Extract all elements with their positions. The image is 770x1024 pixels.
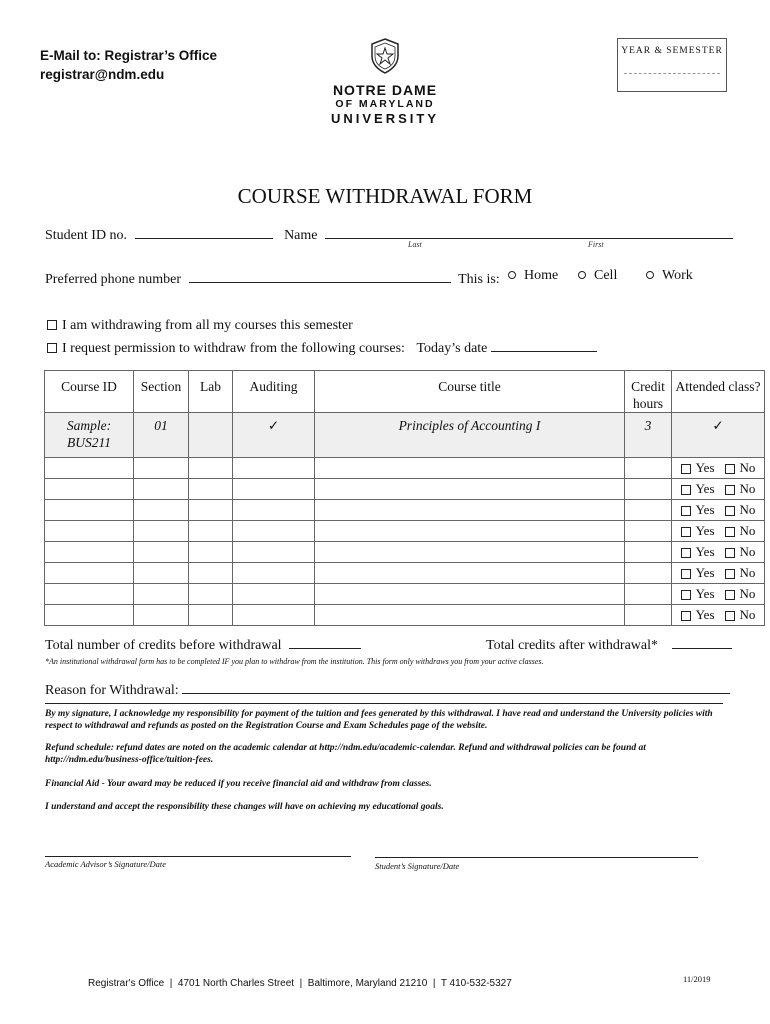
university-logo: [330, 38, 440, 127]
attended-yes-option[interactable]: [681, 460, 715, 476]
understand-statement: I understand and accept the responsibility these changes will have on achieving my educational goals.: [45, 802, 444, 812]
phone-field[interactable]: [189, 268, 451, 283]
phone-type-label: This is:: [458, 272, 500, 287]
attended-yes-option[interactable]: [681, 502, 715, 518]
lab-cell[interactable]: [189, 500, 233, 521]
attended-cell: [672, 542, 765, 563]
sample-credit-hours: 3: [625, 413, 672, 458]
attended-yes-option[interactable]: [681, 523, 715, 539]
attended-yes-label: Yes: [695, 544, 715, 559]
attended-no-label: No: [739, 481, 756, 496]
header-lab: Lab: [189, 371, 233, 413]
attended-no-option[interactable]: [725, 481, 756, 497]
course-entry-row: [45, 563, 765, 584]
section-cell[interactable]: [134, 521, 189, 542]
credits-before-row: [45, 634, 361, 654]
attended-no-checkbox[interactable]: [725, 590, 735, 600]
year-semester-box[interactable]: [617, 38, 727, 92]
course-entry-row: [45, 479, 765, 500]
header-section: Section: [134, 371, 189, 413]
course-title-cell[interactable]: [315, 584, 625, 605]
header-credit-hours: Credit hours: [625, 371, 672, 413]
header-course-title: Course title: [315, 371, 625, 413]
course-entry-row: [45, 605, 765, 626]
cell-label: Cell: [594, 268, 618, 283]
attended-yes-label: Yes: [695, 586, 715, 601]
auditing-cell[interactable]: [233, 500, 315, 521]
cell-radio[interactable]: [578, 271, 586, 279]
withdraw-all-option[interactable]: [47, 318, 353, 334]
lab-cell[interactable]: [189, 563, 233, 584]
email-address: registrar@ndm.edu: [40, 67, 165, 82]
attended-yes-checkbox[interactable]: [681, 485, 691, 495]
withdrawal-note: *An institutional withdrawal form has to be completed IF you plan to withdraw from the institution. This form only withdraws you from your active classes.: [45, 657, 544, 666]
phone-row: [45, 268, 500, 288]
student-signature-label: Student’s Signature/Date: [375, 861, 460, 871]
attended-yes-checkbox[interactable]: [681, 464, 691, 474]
attended-no-checkbox[interactable]: [725, 548, 735, 558]
section-cell[interactable]: [134, 563, 189, 584]
phone-option-cell[interactable]: [578, 268, 617, 284]
reason-field[interactable]: [182, 679, 730, 694]
advisor-signature-label: Academic Advisor’s Signature/Date: [45, 859, 167, 869]
home-label: Home: [524, 268, 559, 283]
first-name-sublabel: First: [588, 240, 604, 249]
attended-yes-label: Yes: [695, 523, 715, 538]
attended-yes-option[interactable]: [681, 586, 715, 602]
sample-course-id: Sample: BUS211: [45, 413, 134, 458]
credit-hours-cell[interactable]: [625, 563, 672, 584]
sample-row: [45, 413, 765, 458]
work-radio[interactable]: [646, 271, 654, 279]
course-id-cell[interactable]: [45, 479, 134, 500]
attended-no-option[interactable]: [725, 523, 756, 539]
auditing-cell[interactable]: [233, 542, 315, 563]
work-label: Work: [662, 268, 693, 283]
attended-yes-checkbox[interactable]: [681, 527, 691, 537]
attended-yes-checkbox[interactable]: [681, 590, 691, 600]
form-title: COURSE WITHDRAWAL FORM: [237, 184, 533, 208]
course-title-cell[interactable]: [315, 521, 625, 542]
course-id-cell[interactable]: [45, 605, 134, 626]
phone-option-work[interactable]: [646, 268, 693, 284]
attended-cell: [672, 605, 765, 626]
header-auditing: Auditing: [233, 371, 315, 413]
footer-address: Registrar's Office | 4701 North Charles Street | Baltimore, Maryland 21210 | T 410-532-5327: [88, 978, 512, 989]
course-entry-row: [45, 458, 765, 479]
attended-no-label: No: [739, 544, 756, 559]
credit-hours-cell[interactable]: [625, 542, 672, 563]
attended-no-checkbox[interactable]: [725, 569, 735, 579]
attended-yes-checkbox[interactable]: [681, 611, 691, 621]
credit-hours-cell[interactable]: [625, 584, 672, 605]
attended-no-checkbox[interactable]: [725, 527, 735, 537]
course-title-cell[interactable]: [315, 500, 625, 521]
reason-line-2[interactable]: [45, 703, 723, 704]
lab-cell[interactable]: [189, 605, 233, 626]
lab-cell[interactable]: [189, 458, 233, 479]
attended-yes-option[interactable]: [681, 481, 715, 497]
lab-cell[interactable]: [189, 479, 233, 500]
course-id-cell[interactable]: [45, 458, 134, 479]
attended-no-label: No: [739, 607, 756, 622]
last-name-sublabel: Last: [408, 240, 422, 249]
advisor-signature-line[interactable]: [45, 856, 351, 857]
footer-date: 11/2019: [683, 974, 711, 984]
attended-no-label: No: [739, 565, 756, 580]
email-block: [40, 46, 217, 84]
sample-section: 01: [134, 413, 189, 458]
attended-yes-option[interactable]: [681, 565, 715, 581]
sample-attended-check: ✓: [672, 413, 765, 458]
attended-yes-label: Yes: [695, 502, 715, 517]
course-entry-row: [45, 584, 765, 605]
reason-row: [45, 679, 730, 699]
attended-no-checkbox[interactable]: [725, 611, 735, 621]
course-entry-row: [45, 521, 765, 542]
attended-no-option[interactable]: [725, 544, 756, 560]
credit-hours-cell[interactable]: [625, 605, 672, 626]
credit-hours-cell[interactable]: [625, 479, 672, 500]
section-cell[interactable]: [134, 500, 189, 521]
course-entry-row: [45, 500, 765, 521]
financial-aid-statement: Financial Aid - Your award may be reduced if you receive financial aid and withdraw from classes.: [45, 779, 432, 789]
withdraw-all-label: I am withdrawing from all my courses this semester: [62, 318, 353, 333]
attended-yes-checkbox[interactable]: [681, 548, 691, 558]
credit-hours-cell[interactable]: [625, 521, 672, 542]
student-id-field[interactable]: [135, 224, 273, 239]
credits-before-label: Total number of credits before withdrawal: [45, 638, 282, 653]
attended-yes-checkbox[interactable]: [681, 506, 691, 516]
course-id-cell[interactable]: [45, 500, 134, 521]
course-id-cell[interactable]: [45, 584, 134, 605]
credits-after-field[interactable]: [672, 634, 732, 649]
attended-cell: [672, 521, 765, 542]
credits-after-row: [486, 634, 732, 654]
home-radio[interactable]: [508, 271, 516, 279]
todays-date-field[interactable]: [491, 337, 597, 352]
auditing-cell[interactable]: [233, 479, 315, 500]
attended-no-label: No: [739, 523, 756, 538]
name-field[interactable]: [325, 224, 733, 239]
course-table: [44, 370, 765, 626]
email-to-label: E-Mail to: Registrar’s Office: [40, 48, 218, 63]
credit-hours-cell[interactable]: [625, 500, 672, 521]
attended-yes-label: Yes: [695, 565, 715, 580]
attended-yes-label: Yes: [695, 481, 715, 496]
attended-cell: [672, 584, 765, 605]
course-title-cell[interactable]: [315, 605, 625, 626]
student-id-row: [45, 224, 733, 244]
refund-statement: Refund schedule: refund dates are noted on the academic calendar at http://ndm.edu/academic-calendar. Refund and withdrawal policies can be found at http://ndm.edu/business-office/tuition-fees.: [45, 743, 646, 765]
header-course-id: Course ID: [45, 371, 134, 413]
withdraw-all-checkbox[interactable]: [47, 320, 57, 330]
year-semester-label: YEAR & SEMESTER: [621, 46, 723, 56]
course-title-cell[interactable]: [315, 458, 625, 479]
credits-before-field[interactable]: [289, 634, 361, 649]
section-cell[interactable]: [134, 584, 189, 605]
section-cell[interactable]: [134, 458, 189, 479]
sample-course-title: Principles of Accounting I: [315, 413, 625, 458]
attended-cell: [672, 563, 765, 584]
attended-no-option[interactable]: [725, 607, 756, 623]
attended-cell: [672, 479, 765, 500]
university-name-line1: NOTRE DAME: [332, 82, 438, 98]
course-title-cell[interactable]: [315, 542, 625, 563]
section-cell[interactable]: [134, 542, 189, 563]
year-semester-field[interactable]: [624, 73, 720, 74]
phone-label: Preferred phone number: [45, 272, 182, 287]
withdraw-some-label: I request permission to withdraw from the following courses:: [62, 341, 405, 356]
auditing-cell[interactable]: [233, 458, 315, 479]
auditing-cell[interactable]: [233, 584, 315, 605]
credit-hours-cell[interactable]: [625, 458, 672, 479]
attended-no-option[interactable]: [725, 586, 756, 602]
withdraw-some-option[interactable]: [47, 337, 597, 357]
attended-no-label: No: [739, 586, 756, 601]
reason-label: Reason for Withdrawal:: [45, 683, 179, 698]
course-id-cell[interactable]: [45, 563, 134, 584]
auditing-cell[interactable]: [233, 521, 315, 542]
attended-yes-option[interactable]: [681, 607, 715, 623]
header-attended-class: Attended class?: [672, 371, 765, 413]
attended-no-option[interactable]: [725, 460, 756, 476]
attended-no-checkbox[interactable]: [725, 506, 735, 516]
attended-yes-label: Yes: [695, 607, 715, 622]
attended-no-option[interactable]: [725, 565, 756, 581]
name-label: Name: [284, 228, 318, 243]
course-id-cell[interactable]: [45, 542, 134, 563]
student-signature-line[interactable]: [375, 857, 698, 858]
attended-no-checkbox[interactable]: [725, 485, 735, 495]
section-cell[interactable]: [134, 479, 189, 500]
withdraw-some-checkbox[interactable]: [47, 343, 57, 353]
credits-after-label: Total credits after withdrawal*: [486, 638, 659, 653]
course-title-cell[interactable]: [315, 563, 625, 584]
attended-yes-checkbox[interactable]: [681, 569, 691, 579]
lab-cell[interactable]: [189, 521, 233, 542]
todays-date-label: Today’s date: [416, 341, 488, 356]
course-title-cell[interactable]: [315, 479, 625, 500]
university-name-line3: UNIVERSITY: [330, 111, 439, 126]
auditing-cell[interactable]: [233, 563, 315, 584]
signature-statement: By my signature, I acknowledge my responsibility for payment of the tuition and fees generated by this withdrawal. I have read and understand the University policies with respect to withdrawal and refunds as posted on the Registration Course and Exam Schedules page of the website.: [45, 709, 713, 731]
auditing-cell[interactable]: [233, 605, 315, 626]
lab-cell[interactable]: [189, 542, 233, 563]
sample-auditing-check: ✓: [233, 413, 315, 458]
attended-no-option[interactable]: [725, 502, 756, 518]
attended-cell: [672, 500, 765, 521]
phone-option-home[interactable]: [508, 268, 558, 284]
shield-emblem-icon: [370, 38, 400, 74]
table-header-row: [45, 371, 765, 413]
attended-yes-label: Yes: [695, 460, 715, 475]
sample-lab: [189, 413, 233, 458]
attended-yes-option[interactable]: [681, 544, 715, 560]
lab-cell[interactable]: [189, 584, 233, 605]
student-id-label: Student ID no.: [45, 228, 128, 243]
attended-no-label: No: [739, 502, 756, 517]
university-name-line2: OF MARYLAND: [335, 98, 435, 110]
section-cell[interactable]: [134, 605, 189, 626]
attended-cell: [672, 458, 765, 479]
course-id-cell[interactable]: [45, 521, 134, 542]
attended-no-label: No: [739, 460, 756, 475]
attended-no-checkbox[interactable]: [725, 464, 735, 474]
course-entry-row: [45, 542, 765, 563]
